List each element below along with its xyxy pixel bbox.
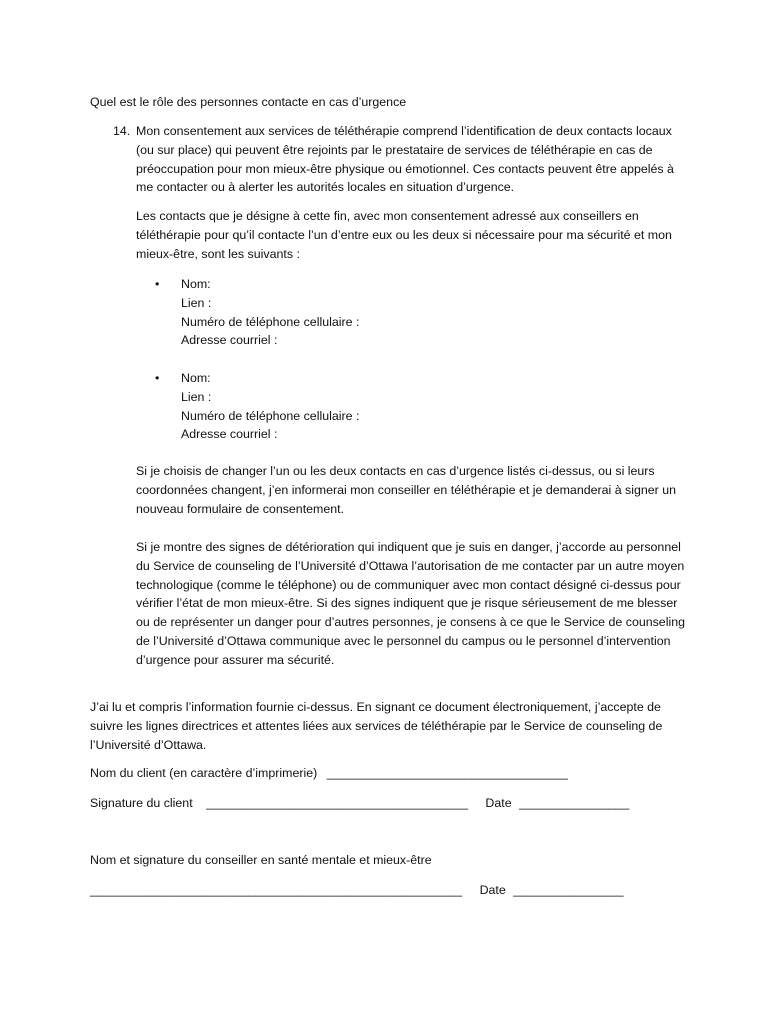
deterioration-paragraph: Si je montre des signes de détérioration qui indiquent que je suis en danger, j’accorde au personnel du Service de counseling de l’Université d’Ottawa l’autorisation de me contacter par un autre moyen technologique (comme le téléphone) ou de communiquer avec mon contact désigné ci-dessus pour vérifier l’état de mon mieux-être. Si des signes indiquent que je risque sérieusement de me blesser ou de représenter un danger pour d’autres personnes, je consens à ce que le Service de counseling de l’Université d’Ottawa communique avec le personnel du campus ou le personnel d’intervention d’urgence pour assurer ma sécurité. [136, 540, 685, 667]
designated-contacts-paragraph: Les contacts que je désigne à cette fin, avec mon consentement adressé aux conseillers en téléthérapie pour qu’il contacte l’un d’entre eux ou les deux si nécessaire pour ma sécurité et mon mieux-être, sont les suivants : [136, 209, 672, 261]
contact-name-label: Nom: [181, 277, 211, 291]
contact-email-label: Adresse courriel : [181, 333, 278, 348]
client-signature-row [90, 794, 629, 813]
counselor-signature-field[interactable]: ______________________________________________________ [90, 883, 463, 897]
counselor-date-field[interactable]: ________________ [513, 883, 624, 897]
counselor-date-label: Date [479, 883, 506, 897]
client-name-label: Nom du client (en caractère d’imprimerie) [90, 766, 318, 780]
client-name-row [90, 764, 568, 783]
consent-paragraph-contacts: Mon consentement aux services de téléthérapie comprend l’identification de deux contacts locaux (ou sur place) qui peuvent être rejoints par le prestataire de services de téléthérapie en cas de préoccupation pour mon mieux-être physique ou émotionnel. Ces contacts peuvent être appelés à me contacter ou à alerter les autorités locales en situation d’urgence. [136, 124, 674, 195]
bullet-icon: • [155, 277, 160, 291]
item-number: 14. [113, 124, 131, 138]
contact-phone-label: Numéro de téléphone cellulaire : [181, 314, 360, 329]
client-date-field[interactable]: ________________ [519, 796, 630, 810]
client-name-field[interactable]: ___________________________________ [326, 766, 568, 780]
counselor-label: Nom et signature du conseiller en santé mentale et mieux-être [90, 853, 432, 867]
counselor-signature-row [90, 881, 623, 900]
bullet-icon: • [155, 371, 160, 385]
client-signature-label: Signature du client [90, 796, 193, 810]
contact-phone-label: Numéro de téléphone cellulaire : [181, 408, 360, 423]
client-signature-field[interactable]: ______________________________________ [206, 796, 468, 810]
client-date-label: Date [485, 796, 512, 810]
contact-relation-label: Lien : [181, 295, 212, 310]
contact-email-label: Adresse courriel : [181, 427, 278, 442]
acknowledgement-paragraph: J’ai lu et compris l’information fournie ci-dessus. En signant ce document électroniquement, j’accepte de suivre les lignes directrices et attentes liées aux services de téléthérapie par le Service de counseling de l’Université d’Ottawa. [90, 700, 663, 752]
section-heading: Quel est le rôle des personnes contacte en cas d’urgence [90, 95, 407, 109]
contact-relation-label: Lien : [181, 389, 212, 404]
contact-change-paragraph: Si je choisis de changer l’un ou les deux contacts en cas d’urgence listés ci-dessus, ou si leurs coordonnées changent, j’en informerai mon conseiller en téléthérapie et je demanderai à signer un nouveau formulaire de consentement. [136, 464, 677, 516]
contact-name-label: Nom: [181, 371, 211, 385]
